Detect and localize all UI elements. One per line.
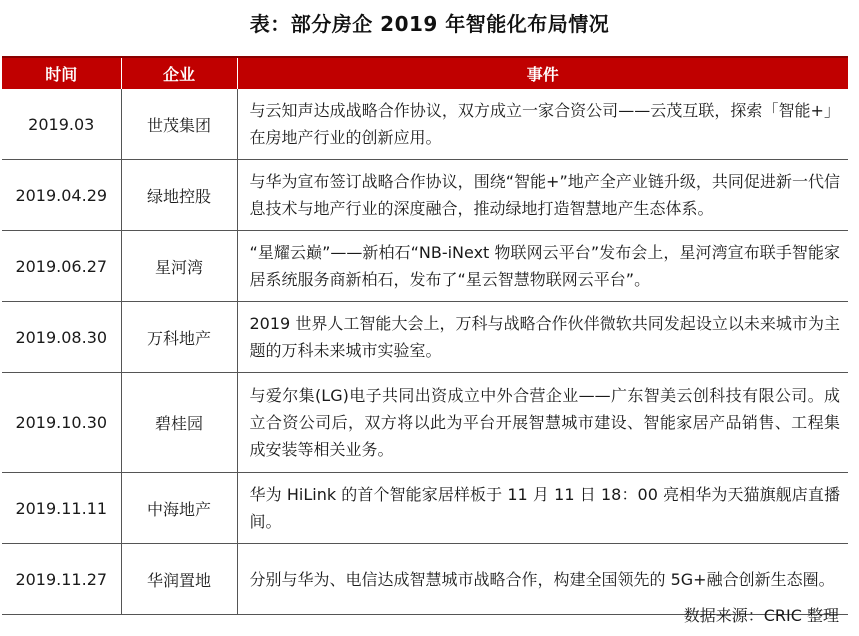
table-row xyxy=(2,302,848,373)
cell-event: “星耀云巅”——新柏石“NB-iNext 物联网云平台”发布会上，星河湾宣布联手智能家居系统服务商新柏石，发布了“星云智慧物联网云平台”。 xyxy=(237,231,848,302)
page-title: 表：部分房企 2019 年智能化布局情况 xyxy=(249,12,610,36)
cell-enterprise: 星河湾 xyxy=(121,231,237,302)
cell-event: 2019 世界人工智能大会上，万科与战略合作伙伴微软共同发起设立以未来城市为主题的万科未来城市实验室。 xyxy=(237,302,848,373)
cell-time: 2019.04.29 xyxy=(2,160,121,231)
cell-time: 2019.11.11 xyxy=(2,473,121,544)
cell-time: 2019.08.30 xyxy=(2,302,121,373)
table-row xyxy=(2,373,848,473)
cell-enterprise: 华润置地 xyxy=(121,544,237,615)
column-header-enterprise: 企业 xyxy=(121,57,237,89)
events-table xyxy=(2,56,848,615)
cell-enterprise: 绿地控股 xyxy=(121,160,237,231)
cell-enterprise: 世茂集团 xyxy=(121,89,237,160)
cell-enterprise: 碧桂园 xyxy=(121,373,237,473)
header-row xyxy=(2,57,848,89)
table-row xyxy=(2,160,848,231)
cell-time: 2019.10.30 xyxy=(2,373,121,473)
cell-time: 2019.03 xyxy=(2,89,121,160)
column-header-time: 时间 xyxy=(2,57,121,89)
cell-event: 华为 HiLink 的首个智能家居样板于 11 月 11 日 18：00 亮相华为天猫旗舰店直播间。 xyxy=(237,473,848,544)
cell-enterprise: 中海地产 xyxy=(121,473,237,544)
table-body xyxy=(2,89,848,615)
cell-event: 与爱尔集(LG)电子共同出资成立中外合营企业——广东智美云创科技有限公司。成立合资公司后，双方将以此为平台开展智慧城市建设、智能家居产品销售、工程集成安装等相关业务。 xyxy=(237,373,848,473)
cell-event: 分别与华为、电信达成智慧城市战略合作，构建全国领先的 5G+融合创新生态圈。 xyxy=(237,544,848,615)
cell-event: 与华为宣布签订战略合作协议，围绕“智能+”地产全产业链升级，共同促进新一代信息技术与地产行业的深度融合，推动绿地打造智慧地产生态体系。 xyxy=(237,160,848,231)
table-row xyxy=(2,473,848,544)
cell-time: 2019.11.27 xyxy=(2,544,121,615)
table-row xyxy=(2,89,848,160)
table-header xyxy=(2,57,848,89)
cell-event: 与云知声达成战略合作协议，双方成立一家合资公司——云茂互联，探索「智能+」在房地产行业的创新应用。 xyxy=(237,89,848,160)
table-row xyxy=(2,231,848,302)
column-header-event: 事件 xyxy=(237,57,848,89)
cell-enterprise: 万科地产 xyxy=(121,302,237,373)
data-source-note: 数据来源：CRIC 整理 xyxy=(683,606,839,625)
cell-time: 2019.06.27 xyxy=(2,231,121,302)
